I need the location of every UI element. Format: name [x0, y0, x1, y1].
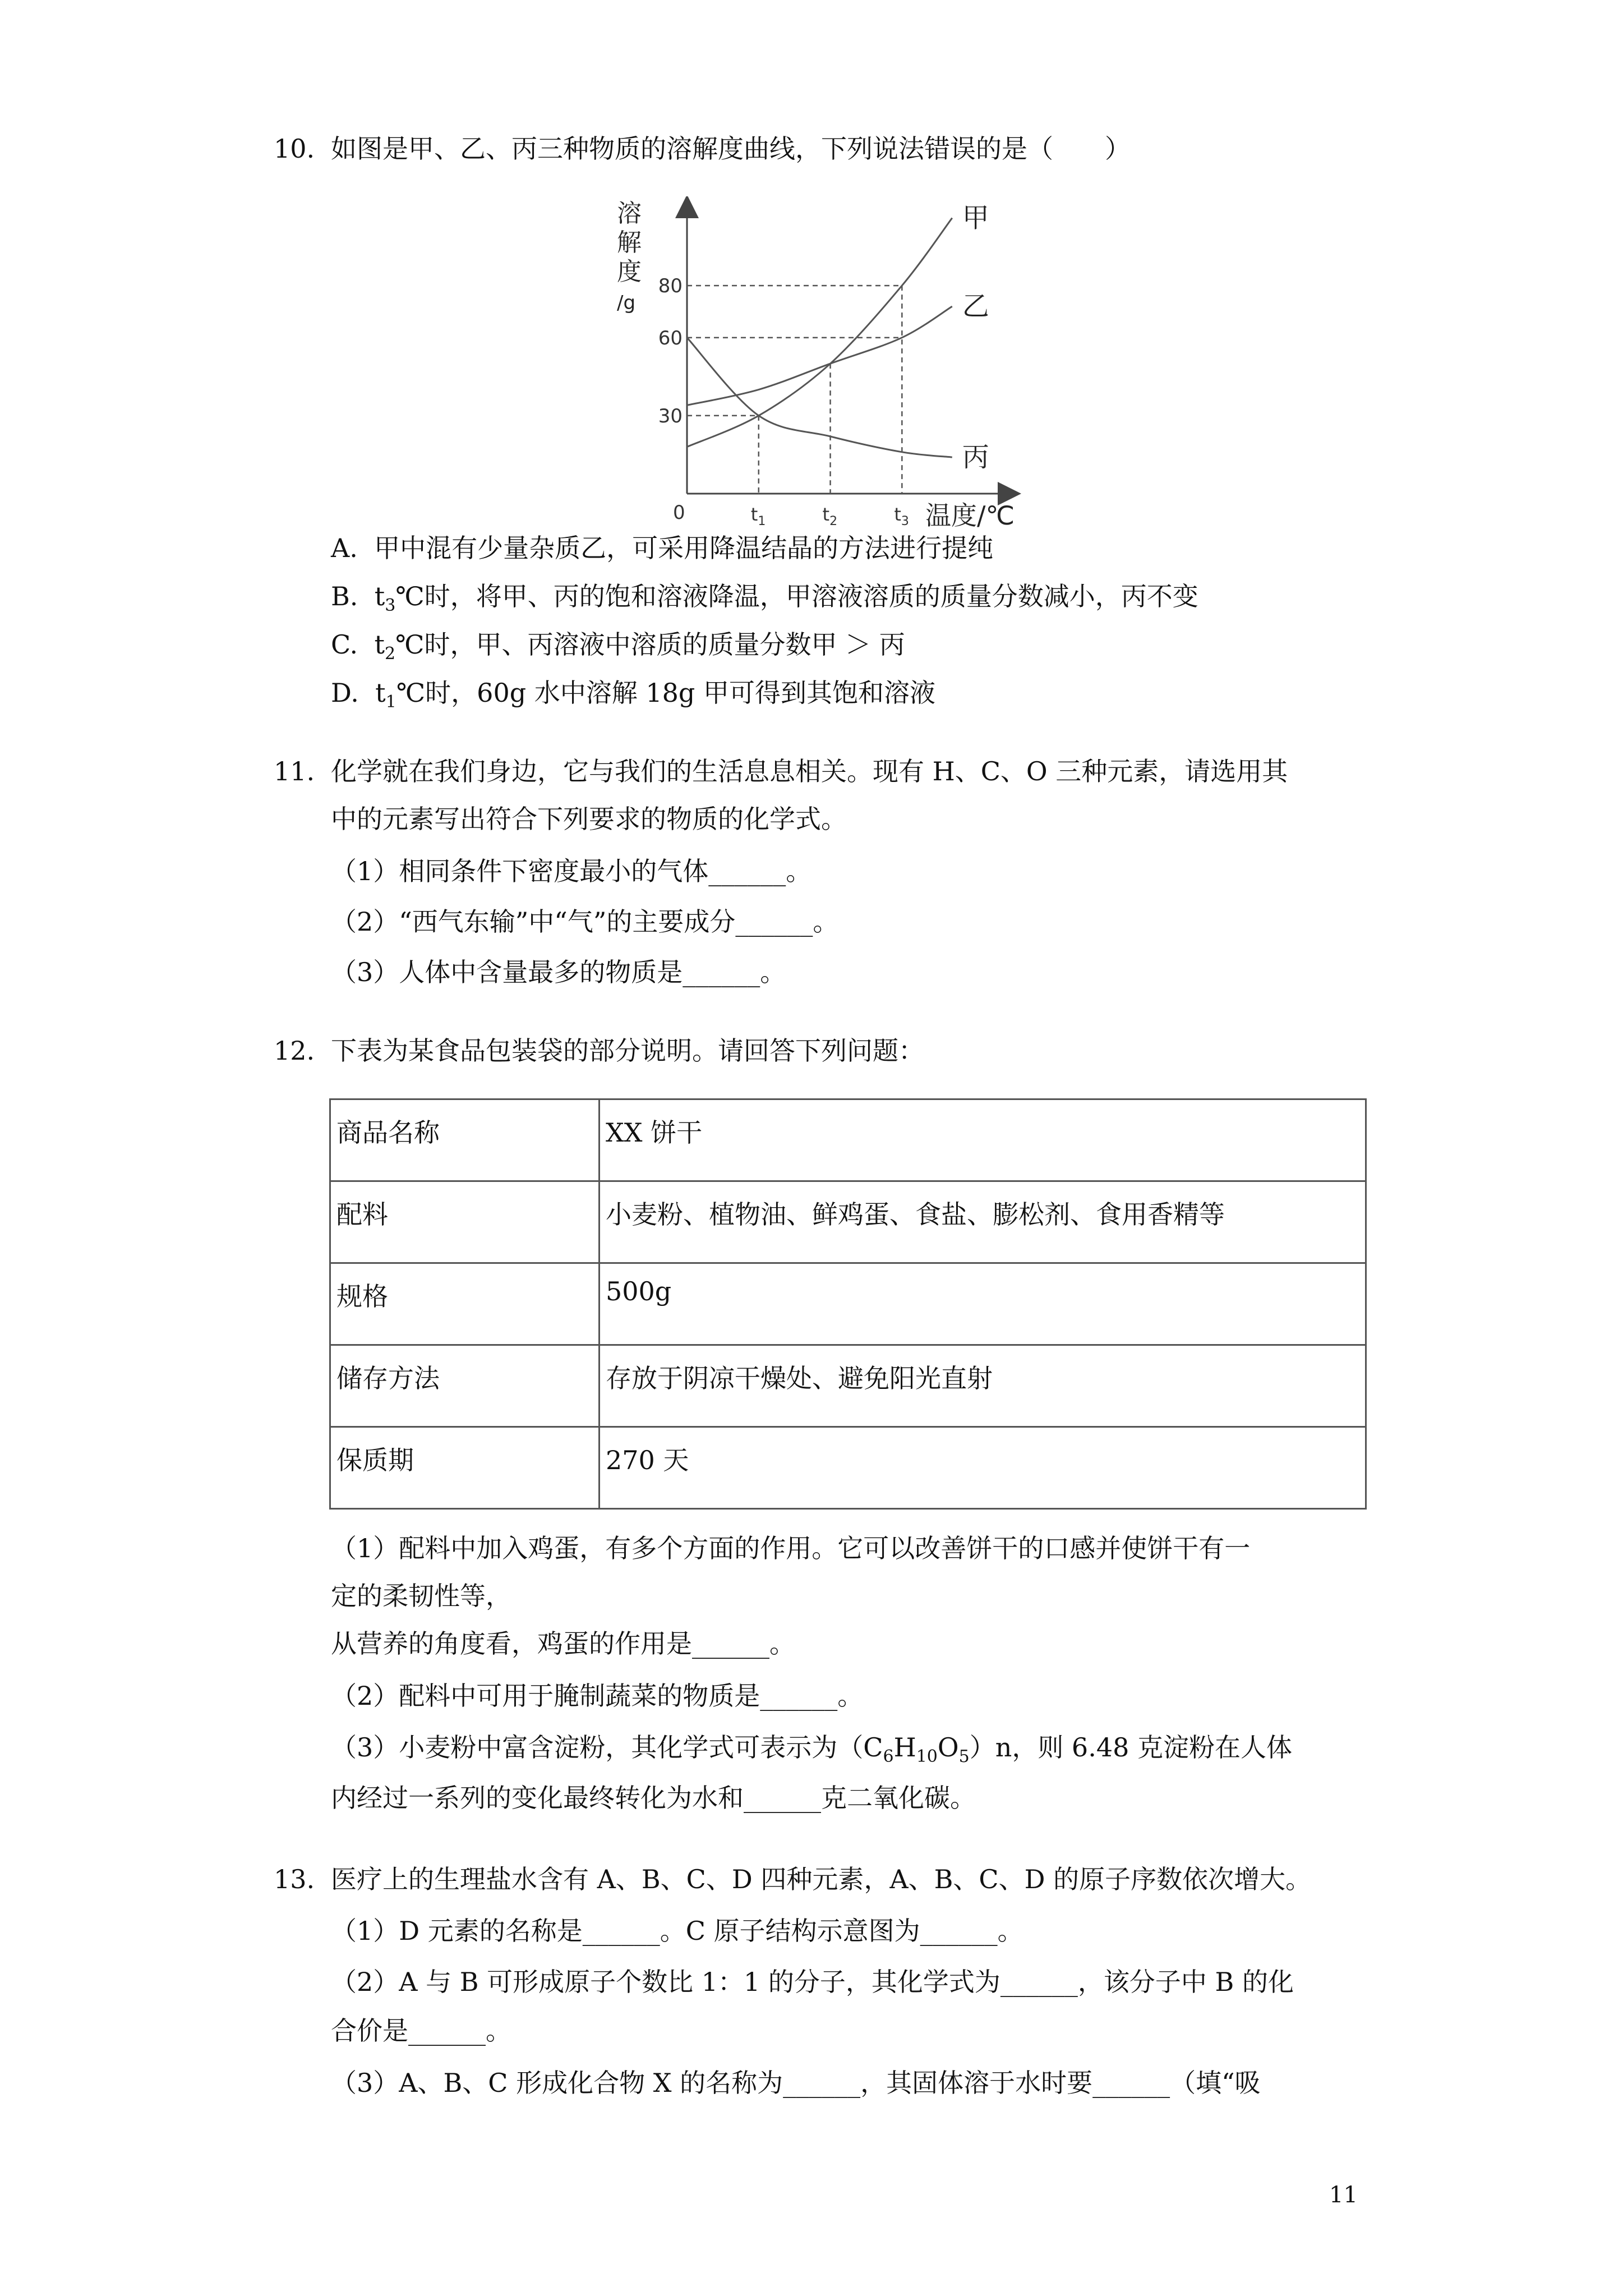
question-line: 医疗上的生理盐水含有 A、B、C、D 四种元素，A、B、C、D 的原子序数依次增大。 [331, 1864, 1312, 1894]
series-label: 丙 [962, 441, 989, 473]
option-sub: 1 [385, 692, 396, 712]
question-line: （3）A、B、C 形成化合物 X 的名称为______，其固体溶于水时要______（填“吸 [331, 2068, 1261, 2098]
option-text: ℃时，甲、丙溶液中溶质的质量分数甲 ＞ 丙 [395, 629, 905, 660]
subscript: 6 [883, 1747, 894, 1767]
series-label: 乙 [962, 291, 989, 323]
product-info-table [329, 1098, 1367, 1510]
option-text: ℃时，将甲、丙的饱和溶液降温，甲溶液溶质的质量分数减小，丙不变 [395, 581, 1198, 611]
question-line: （2）A 与 B 可形成原子个数比 1：1 的分子，其化学式为______，该分子中 B 的化 [331, 1967, 1294, 1997]
table-cell: 小麦粉、植物油、鲜鸡蛋、食盐、膨松剂、食用香精等 [600, 1181, 1366, 1263]
question-line: （1）相同条件下密度最小的气体______。 [331, 856, 812, 886]
question-line: 化学就在我们身边，它与我们的生活息息相关。现有 H、C、O 三种元素，请选用其 [331, 756, 1288, 786]
text-run: ）n，则 6.48 克淀粉在人体 [969, 1732, 1292, 1763]
table-cell: 配料 [330, 1181, 600, 1263]
y-tick-label: 30 [658, 404, 683, 427]
option-label: D. [331, 678, 359, 708]
y-label-char: 度 [617, 257, 642, 286]
x-tick-label: $t_3$ [894, 504, 909, 528]
table-cell: 储存方法 [330, 1345, 600, 1427]
origin-label: 0 [673, 501, 685, 524]
text-run: H [893, 1732, 916, 1763]
option-sub: 3 [385, 596, 396, 616]
question-line: （3）人体中含量最多的物质是______。 [331, 957, 786, 987]
y-label-char: 溶 [617, 199, 642, 228]
question-line: 定的柔韧性等， [331, 1581, 511, 1611]
text-run: O [937, 1732, 959, 1763]
table-cell: 500g [600, 1263, 1366, 1345]
x-tick-label: $t_1$ [750, 504, 766, 528]
table-cell: 商品名称 [330, 1099, 600, 1181]
table-row [330, 1345, 1366, 1427]
question-line: 从营养的角度看，鸡蛋的作用是______。 [331, 1628, 795, 1659]
table-cell: 存放于阴凉干燥处、避免阳光直射 [600, 1345, 1366, 1427]
table-cell: 保质期 [330, 1427, 600, 1509]
question-number: 12. [274, 1036, 315, 1066]
table-cell: 270 天 [600, 1427, 1366, 1509]
subscript: 10 [916, 1747, 938, 1767]
question-number: 11. [274, 756, 315, 786]
solubility-chart [606, 196, 1032, 533]
y-label-char: /g [617, 292, 636, 314]
table-row [330, 1263, 1366, 1345]
question-line: 合价是______。 [331, 2016, 511, 2046]
table-row [330, 1181, 1366, 1263]
option-var: t [375, 678, 386, 708]
question-line [331, 1731, 1292, 1767]
page-number: 11 [1329, 2182, 1358, 2208]
question-line: 中的元素写出符合下列要求的物质的化学式。 [331, 804, 847, 834]
question-line: （2）“西气东输”中“气”的主要成分______。 [331, 907, 839, 937]
option-label: A. [331, 533, 358, 563]
option-sub: 2 [384, 644, 396, 664]
option-var: t [374, 629, 385, 660]
option-label: C. [331, 629, 358, 660]
question-line: （2）配料中可用于腌制蔬菜的物质是______。 [331, 1681, 864, 1711]
question-line: （1）配料中加入鸡蛋，有多个方面的作用。它可以改善饼干的口感并使饼干有一 [331, 1533, 1251, 1563]
table-cell: XX 饼干 [600, 1099, 1366, 1181]
y-tick-label: 80 [658, 275, 683, 298]
y-label-char: 解 [617, 228, 642, 257]
table-row [330, 1099, 1366, 1181]
question-line: （1）D 元素的名称是______。C 原子结构示意图为______。 [331, 1916, 1023, 1946]
y-tick-label: 60 [658, 326, 683, 349]
question-stem: 如图是甲、乙、丙三种物质的溶解度曲线，下列说法错误的是（ ） [331, 134, 1131, 164]
text-run: （3）小麦粉中富含淀粉，其化学式可表示为（C [331, 1732, 883, 1763]
x-tick-label: $t_2$ [822, 504, 838, 528]
option-var: t [374, 581, 385, 611]
question-number: 10. [274, 134, 315, 164]
option-text: 甲中混有少量杂质乙，可采用降温结晶的方法进行提纯 [374, 533, 994, 563]
table-cell: 规格 [330, 1263, 600, 1345]
question-line: 内经过一系列的变化最终转化为水和______克二氧化碳。 [331, 1783, 976, 1813]
option-label: B. [331, 581, 358, 611]
series-line [687, 306, 952, 405]
x-axis-label: 温度/℃ [925, 500, 1015, 531]
y-axis-label [617, 199, 642, 314]
option-text: ℃时，60g 水中溶解 18g 甲可得到其饱和溶液 [396, 678, 936, 708]
series-label: 甲 [962, 202, 989, 234]
question-number: 13. [274, 1864, 315, 1894]
table-row [330, 1427, 1366, 1509]
question-stem: 下表为某食品包装袋的部分说明。请回答下列问题： [331, 1036, 924, 1066]
subscript: 5 [958, 1747, 970, 1767]
